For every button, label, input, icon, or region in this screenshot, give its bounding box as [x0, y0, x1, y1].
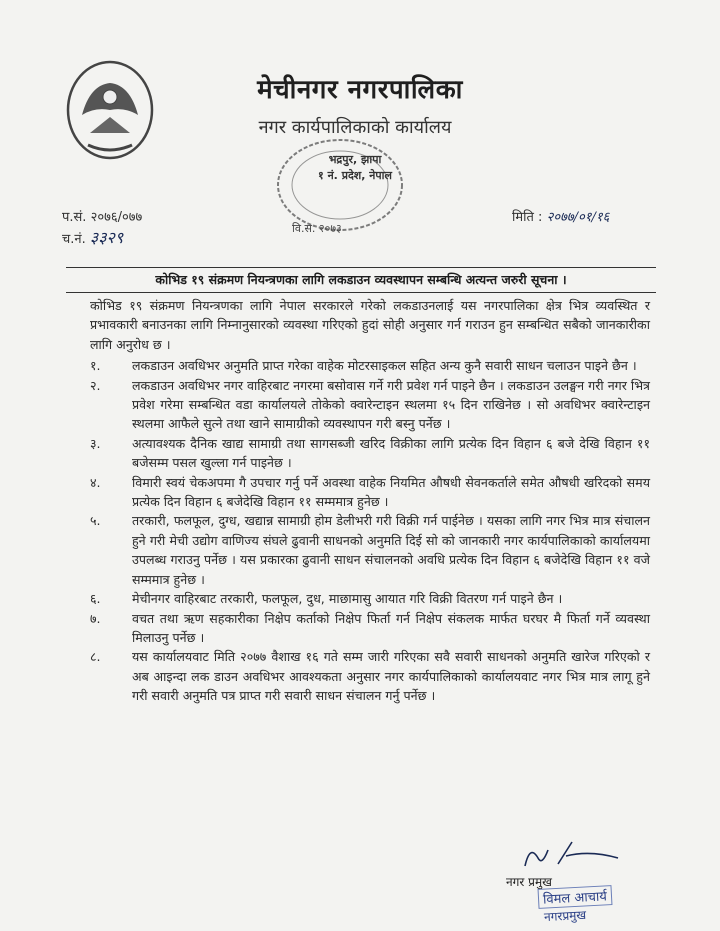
- nepal-emblem-icon: [60, 55, 160, 165]
- office-name: मेचीनगर नगरपालिका: [257, 75, 463, 105]
- office-address: [280, 152, 430, 184]
- office-subtitle: नगर कार्यपालिकाको कार्यालय: [258, 117, 452, 138]
- patra-value: २०७६/०७७: [90, 210, 143, 225]
- intro-paragraph: कोभिड १९ संक्रमण नियन्त्रणका लागि नेपाल सरकारले गरेको लकडाउनलाई यस नगरपालिका क्षेत्र भित्र व्यवस्थित र प्रभावकारी बनाउनका लागि निम्नानुसारको व्यवस्था गरिएको हुदां सोही अनुसार गर्न गराउन हुन सम्बन्धित सबैको जानकारीका लागि अनुरोध छ ।: [90, 298, 650, 352]
- list-item: ३. अत्यावश्यक दैनिक खाद्य सामाग्री तथा सागसब्जी खरिद विक्रीका लागि प्रत्येक दिन विहान ६ बजे देखि विहान ११ बजेसम्म पसल खुल्ला गर्न पाइनेछ ।: [90, 435, 650, 471]
- date-label: मिति :: [512, 210, 543, 225]
- patra-sankhya: [62, 207, 142, 225]
- patra-label: प.सं.: [62, 210, 87, 225]
- chalani-label: च.नं.: [62, 232, 86, 247]
- seal-registration: वि.स. २०७३: [292, 222, 342, 235]
- signatory-stamp-title: नगरप्रमुख: [543, 907, 587, 925]
- list-item: ५. तरकारी, फलफूल, दुग्ध, खद्यान्न सामाग्री होम डेलीभरी गरी विक्री गर्न पाईनेछ । यसका लागि नगर भित्र मात्र संचालन हुने गरी मेची उद्योग वाणिज्य संघले ढुवानी साधनको अनुमति दिई सो को जानकारी नगर कार्यपालिकाको कार्यालयमा उपलब्ध गराउनु पर्नेछ । यस प्रकारका ढुवानी साधन संचालनको अवधि प्रत्येक दिन विहान ६ बजेदेखि विहान ११ वजे सम्ममात्र हुनेछ ।: [90, 513, 650, 587]
- date-line: [512, 207, 609, 225]
- notice-body: [90, 296, 650, 706]
- list-item: ७. वचत तथा ऋण सहकारीका निक्षेप कर्ताको निक्षेप फिर्ता गर्न निक्षेप संकलक मार्फत घरघर मै फिर्ता गर्ने व्यवस्था मिलाउनु पर्नेछ ।: [90, 610, 650, 645]
- notice-subject: कोभिड १९ संक्रमण नियन्त्रणका लागि लकडाउन व्यवस्थापन सम्बन्धि अत्यन्त जरुरी सूचना ।: [66, 267, 656, 293]
- date-value: २०७७/०१/१६: [546, 210, 610, 225]
- address-line-1: भद्रपुर, झापा: [328, 153, 382, 166]
- signatory-title: नगर प्रमुख: [506, 875, 552, 889]
- chalani-number: [62, 226, 123, 248]
- list-item: ८. यस कार्यालयवाट मिति २०७७ वैशाख १६ गते सम्म जारी गरिएका सवै सवारी साधनको अनुमति खारेज गरिएको र अब आइन्दा लक डाउन अवधिभर आवश्यकता अनुसार नगर कार्यपालिकाको कार्यालयवाट नगर भित्र मात्र लागू हुने गरी सवारी अनुमति पत्र प्राप्त गरी सवारी साधन संचालन गर्नु पर्नेछ ।: [90, 649, 650, 704]
- signatory-stamp-name: विमल आचार्य: [538, 885, 613, 909]
- list-item: ४. विमारी स्वयं चेकअपमा गै उपचार गर्नु पर्ने अवस्था वाहेक नियमित औषधी सेवनकर्ताले समेत औषधी खरिदको समय प्रत्येक दिन विहान ६ बजेदेखि विहान ११ सम्ममात्र हुनेछ ।: [90, 474, 650, 510]
- list-item: २. लकडाउन अवधिभर नगर वाहिरबाट नगरमा बसोवास गर्ने गरी प्रवेश गर्न पाइने छैन । लकडाउन उलङ्घन गरी नगर भित्र प्रवेश गरेमा सम्बन्धित वडा कार्यालयले तोकेको क्वारेन्टाइन स्थलमा १५ दिन राखिनेछ । सो अवधिभर क्वारेन्टाइन स्थलमा आफैले सुत्ने तथा खाने सामाग्रीको व्यवस्थापन गरी बस्नु पर्नेछ ।: [90, 377, 650, 432]
- chalani-value: ३३२९: [89, 228, 124, 247]
- list-item: ६. मेचीनगर वाहिरबाट तरकारी, फलफूल, दुध, माछामासु आयात गरि विक्री वितरण गर्न पाइने छैन ।: [90, 591, 563, 607]
- address-line-2: १ नं. प्रदेश, नेपाल: [318, 169, 392, 182]
- signature-icon: [500, 836, 640, 876]
- list-item: १. लकडाउन अवधिभर अनुमति प्राप्त गरेका वाहेक मोटरसाइकल सहित अन्य कुनै सवारी साधन चलाउन पाइने छैन ।: [90, 358, 637, 374]
